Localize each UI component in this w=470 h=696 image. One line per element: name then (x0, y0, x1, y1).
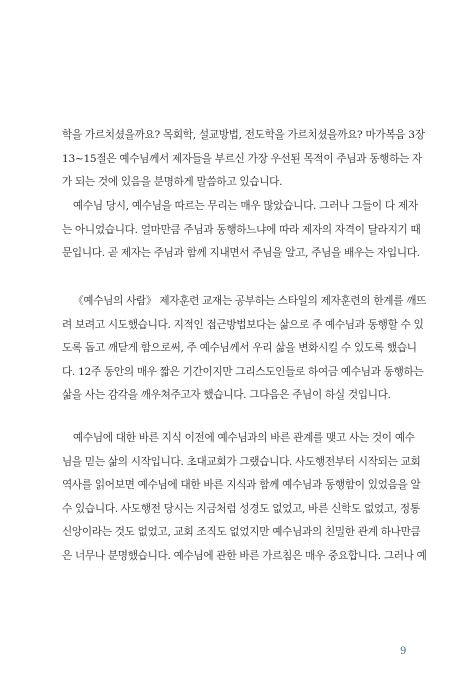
text-line: 은 너무나 분명했습니다. 예수님에 관한 바른 가르침은 매우 중요합니다. 그러나 예 (62, 549, 427, 562)
paragraph-3 (62, 290, 427, 408)
text-line: 려 보려고 시도했습니다. 지적인 접근방법보다는 삶으로 주 예수님과 동행할 수 있 (62, 318, 424, 331)
paragraph-1 (62, 124, 425, 195)
text-line: 《예수님의 사람》 제자훈련 교재는 공부하는 스타일의 제자훈련의 한계를 깨뜨 (73, 295, 427, 307)
text-line: 학을 가르치셨을까요? 목회학, 설교방법, 전도학을 가르치셨을까요? 마가복음 3장 (62, 129, 425, 141)
text-line: 문입니다. 곧 제자는 주님과 함께 지내면서 주님을 알고, 주님을 배우는 자입니다. (62, 247, 420, 260)
text-line: 도록 돕고 깨닫게 함으로써, 주 예수님께서 우리 삶을 변화시킬 수 있도록 했습니 (62, 342, 417, 355)
text-line: 예수님 당시, 예수님을 따르는 무리는 매우 많았습니다. 그러나 그들이 다 제자 (73, 200, 418, 212)
page-number: 9 (400, 646, 407, 657)
text-line: 가 되는 것에 있음을 분명하게 말씀하고 있습니다. (62, 176, 283, 189)
text-line: 역사를 읽어보면 예수님에 대한 바른 지식과 함께 예수님과 동행함이 있었음을 알 (62, 479, 421, 492)
text-line: 는 아니었습니다. 얼마만큼 주님과 동행하느냐에 따라 제자의 자격이 달라지기 때 (62, 223, 421, 236)
text-line: 삶을 사는 감각을 깨우쳐주고자 했습니다. 그다음은 주님이 하실 것입니다. (62, 389, 391, 402)
text-line: 신앙이라는 것도 없었고, 교회 조직도 없었지만 예수님과의 친밀한 관계 하나만큼 (62, 526, 421, 539)
paragraph-2 (62, 195, 421, 266)
text-line: 님을 믿는 삶의 시작입니다. 초대교회가 그랬습니다. 사도행전부터 시작되는 교회 (62, 455, 421, 468)
paragraph-4 (62, 427, 427, 569)
text-line: 수 있습니다. 사도행전 당시는 지금처럼 성경도 없었고, 바른 신학도 없었고, 정통 (62, 502, 420, 515)
text-line: 13~15절은 예수님께서 제자들을 부르신 가장 우선된 목적이 주님과 동행하는 자 (62, 152, 422, 165)
text-line: 다. 12주 동안의 매우 짧은 기간이지만 그리스도인들로 하여금 예수님과 동행하는 (62, 365, 424, 378)
text-line: 예수님에 대한 바른 지식 이전에 예수님과의 바른 관계를 맺고 사는 것이 예수 (73, 432, 415, 444)
